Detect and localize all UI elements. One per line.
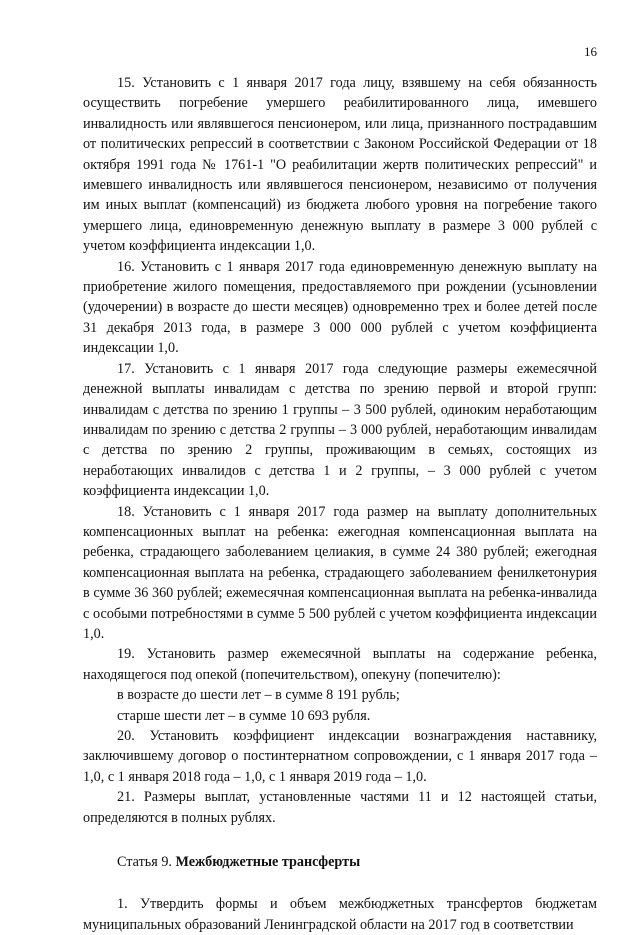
- paragraph-19-item-1: в возрасте до шести лет – в сумме 8 191 рубль;: [117, 687, 400, 704]
- paragraph-19: 19. Установить размер ежемесячной выплаты на содержание ребенка, находящегося под опекой (попечительством), опекуну (попечителю):: [83, 646, 597, 683]
- article-9-paragraph-1: 1. Утвердить формы и объем межбюджетных трансфертов бюджетам муниципальных образований Ленинградской области на 2017 год в соответствии: [83, 896, 597, 933]
- paragraph-19-item-2: старше шести лет – в сумме 10 693 рубля.: [117, 707, 371, 724]
- paragraph-17: 17. Установить с 1 января 2017 года следующие размеры ежемесячной денежной выплаты инвалидам с детства по зрению первой и второй групп: инвалидам с детства по зрению 1 группы – 3 500 рублей, одиноким неработающим инвалидам по зрению с детства 2 группы – 3 000 рублей, неработающим инвалидам с детства по зрению 2 группы, проживающим в семьях, состоящих из неработающих инвалидов с детства 1 и 2 группы, – 3 000 рублей с учетом коэффициента индексации 1,0.: [83, 360, 597, 500]
- paragraph-18: 18. Установить с 1 января 2017 года размер на выплату дополнительных компенсационных выплат на ребенка: ежегодная компенсационная выплата на ребенка, страдающего заболеванием целиакия, в сумме 24 380 рублей; ежегодная компенсационная выплата на ребенка, страдающего заболеванием фенилкетонурия в сумме 36 360 рублей; ежемесячная компенсационная выплата на ребенка-инвалида с особыми потребностями в сумме 5 500 рублей с учетом коэффициента индексации 1,0.: [83, 503, 597, 642]
- article-prefix: Статья 9.: [117, 854, 176, 871]
- paragraph-20: 20. Установить коэффициент индексации вознаграждения наставнику, заключившему договор о постинтернатном сопровождении, с 1 января 2017 года – 1,0, с 1 января 2018 года – 1,0, с 1 января 2019 года – 1,0.: [83, 728, 597, 785]
- paragraph-21: 21. Размеры выплат, установленные частями 11 и 12 настоящей статьи, определяются в полных рублях.: [83, 789, 597, 826]
- article-title: Межбюджетные трансферты: [175, 854, 361, 871]
- article-heading: [83, 852, 597, 872]
- paragraph-15: 15. Установить с 1 января 2017 года лицу, взявшему на себя обязанность осуществить погребение умершего реабилитированного лица, имевшего инвалидность или являвшегося пенсионером, или лица, признанного пострадавшим от политических репрессий в соответствии с Законом Российской Федерации от 18 октября 1991 года № 1761-1 "О реабилитации жертв политических репрессий" и имевшего инвалидность или являвшегося пенсионером, независимо от получения им иных выплат (компенсаций) из бюджета любого уровня на погребение такого умершего лица, единовременную денежную выплату в размере 3 000 рублей с учетом коэффициента индексации 1,0.: [83, 75, 597, 255]
- page-number: 16: [584, 44, 597, 59]
- document-body: [83, 73, 597, 935]
- paragraph-16: 16. Установить с 1 января 2017 года единовременную денежную выплату на приобретение жилого помещения, предоставляемого при рождении (усыновлении (удочерении) в возрасте до шести месяцев) одновременно трех и более детей после 31 декабря 2013 года, в размере 3 000 000 рублей с учетом коэффициента индексации 1,0.: [83, 258, 597, 357]
